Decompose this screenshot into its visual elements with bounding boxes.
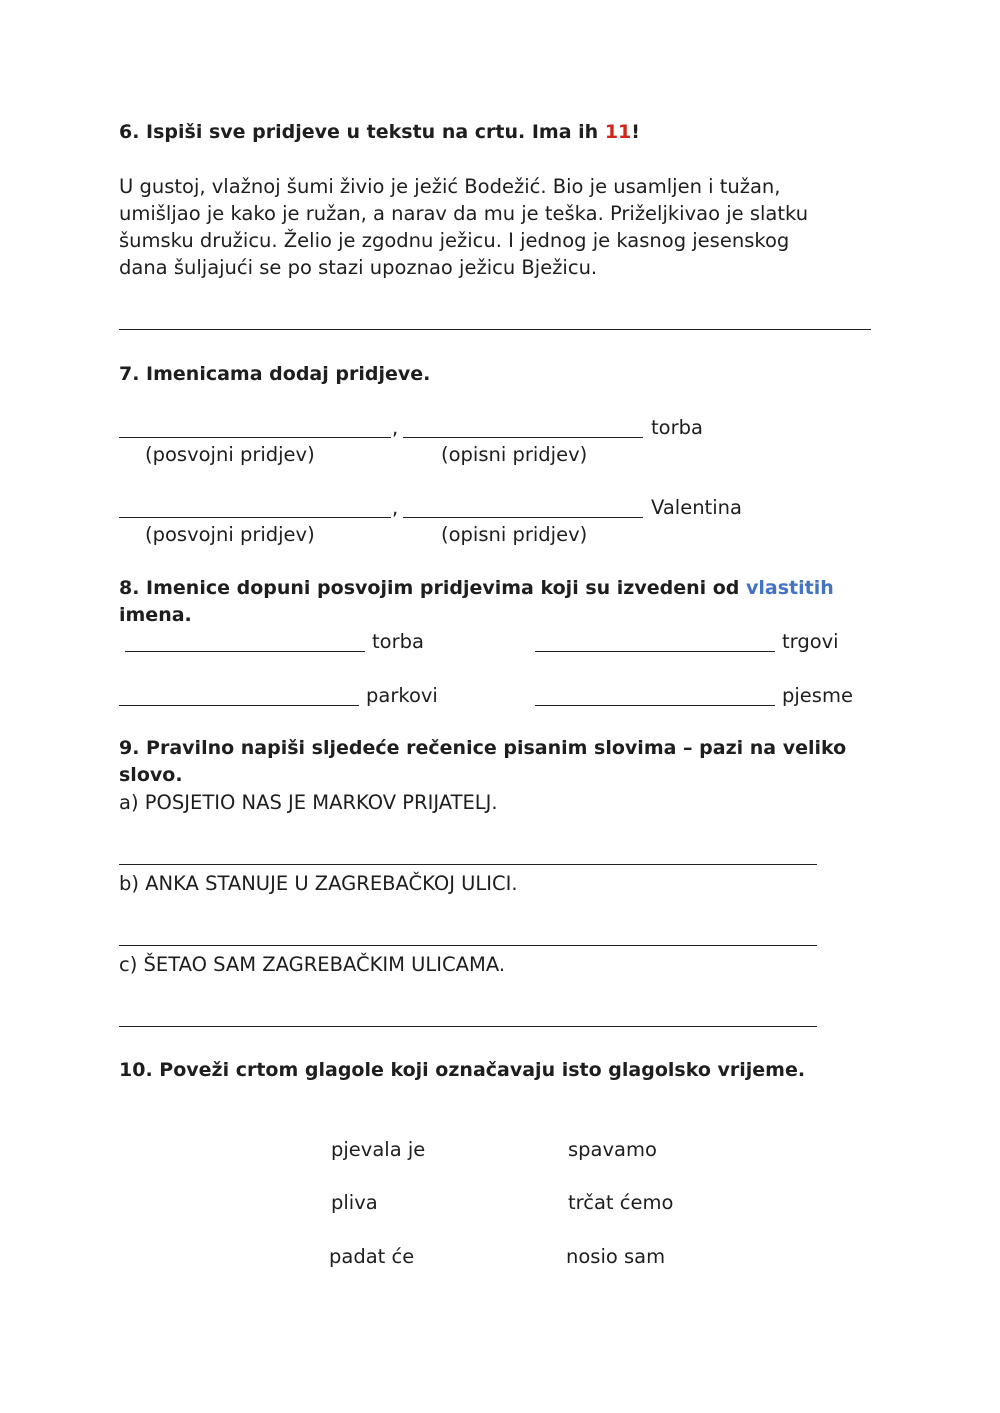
q8-noun: pjesme (782, 684, 853, 707)
q10-right-verb[interactable]: spavamo (568, 1138, 657, 1161)
q9-title: 9. Pravilno napiši sljedeće rečenice pisanim slovima – pazi na veliko (119, 737, 847, 759)
q8-noun: torba (372, 630, 424, 653)
q7-row2-possessive-line[interactable] (119, 517, 391, 518)
q8-title-text: 8. Imenice dopuni posvojim pridjevima koji su izvedeni od (119, 577, 747, 599)
q7-row2-descriptive-line[interactable] (403, 517, 643, 518)
q10-title: 10. Poveži crtom glagole koji označavaju isto glagolsko vrijeme. (119, 1059, 806, 1081)
q6-title-end: ! (631, 121, 640, 143)
q8-answer-line[interactable] (125, 651, 365, 652)
q8-answer-line[interactable] (119, 705, 359, 706)
q7-row2-label-descriptive: (opisni pridjev) (441, 523, 588, 546)
q8-answer-line[interactable] (535, 651, 775, 652)
q9-sentence-a: a) POSJETIO NAS JE MARKOV PRIJATELJ. (119, 791, 498, 814)
q6-title (119, 121, 640, 143)
q6-text-line: dana šuljajući se po stazi upoznao ježicu Bježicu. (119, 256, 598, 279)
q6-text-line: umišljao je kako je ružan, a narav da mu je teška. Priželjkivao je slatku (119, 202, 809, 225)
q7-row2-comma: , (392, 496, 399, 519)
q8-title-highlight: vlastitih (746, 577, 834, 599)
q9-answer-line-b[interactable] (119, 945, 817, 946)
q6-text-line: U gustoj, vlažnoj šumi živio je ježić Bodežić. Bio je usamljen i tužan, (119, 175, 781, 198)
q10-left-verb[interactable]: pliva (331, 1191, 378, 1214)
q6-answer-line[interactable] (119, 329, 871, 330)
q8-answer-line[interactable] (535, 705, 775, 706)
q6-title-text: 6. Ispiši sve pridjeve u tekstu na crtu. Ima ih (119, 121, 605, 143)
q8-title-line2: imena. (119, 604, 192, 626)
q8-noun: trgovi (782, 630, 839, 653)
q7-row1-descriptive-line[interactable] (403, 437, 643, 438)
q8-noun: parkovi (366, 684, 438, 707)
q10-right-verb[interactable]: nosio sam (566, 1245, 666, 1268)
q7-row1-noun: torba (651, 416, 703, 439)
q6-text-line: šumsku družicu. Želio je zgodnu ježicu. I jednog je kasnog jesenskog (119, 229, 790, 252)
q7-row2-label-possessive: (posvojni pridjev) (145, 523, 315, 546)
q7-row1-label-possessive: (posvojni pridjev) (145, 443, 315, 466)
q9-sentence-c: c) ŠETAO SAM ZAGREBAČKIM ULICAMA. (119, 953, 506, 976)
q9-answer-line-c[interactable] (119, 1026, 817, 1027)
q10-left-verb[interactable]: padat će (329, 1245, 415, 1268)
q9-sentence-b: b) ANKA STANUJE U ZAGREBAČKOJ ULICI. (119, 872, 518, 895)
q6-count: 11 (604, 121, 632, 143)
q10-right-verb[interactable]: trčat ćemo (568, 1191, 674, 1214)
q9-title-line2: slovo. (119, 764, 183, 786)
q7-row1-label-descriptive: (opisni pridjev) (441, 443, 588, 466)
q7-row1-possessive-line[interactable] (119, 437, 391, 438)
q8-title (119, 577, 834, 599)
q9-answer-line-a[interactable] (119, 864, 817, 865)
q7-row2-noun: Valentina (651, 496, 742, 519)
q7-row1-comma: , (392, 416, 399, 439)
q10-left-verb[interactable]: pjevala je (331, 1138, 426, 1161)
q7-title: 7. Imenicama dodaj pridjeve. (119, 363, 431, 385)
q6-paragraph (119, 173, 879, 281)
